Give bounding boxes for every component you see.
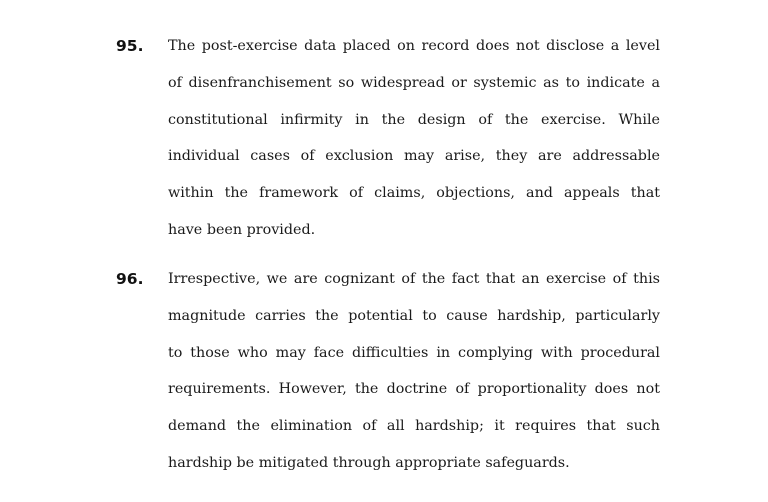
paragraph-number: 96. <box>116 270 144 288</box>
paragraph-line: within the framework of claims, objections, and appeals that <box>168 185 660 202</box>
paragraph-line: of disenfranchisement so widespread or systemic as to indicate a <box>168 74 660 91</box>
paragraph-body <box>168 37 660 239</box>
paragraph-line: hardship be mitigated through appropriate safeguards. <box>168 454 570 471</box>
paragraph-line: constitutional infirmity in the design of the exercise. While <box>168 111 660 128</box>
paragraph-line: demand the elimination of all hardship; it requires that such <box>168 418 660 435</box>
paragraph-line: The post-exercise data placed on record does not disclose a level <box>168 38 660 54</box>
paragraph-body <box>168 270 660 472</box>
paragraph-line: Irrespective, we are cognizant of the fact that an exercise of this <box>168 271 660 287</box>
paragraph-line: requirements. However, the doctrine of proportionality does not <box>168 381 660 398</box>
paragraph-line: individual cases of exclusion may arise, they are addressable <box>168 148 660 165</box>
paragraph-line: to those who may face difficulties in complying with procedural <box>168 344 660 361</box>
paragraph-line: have been provided. <box>168 221 316 238</box>
paragraph-line: magnitude carries the potential to cause hardship, particularly <box>168 307 660 324</box>
paragraph-number: 95. <box>116 37 144 55</box>
